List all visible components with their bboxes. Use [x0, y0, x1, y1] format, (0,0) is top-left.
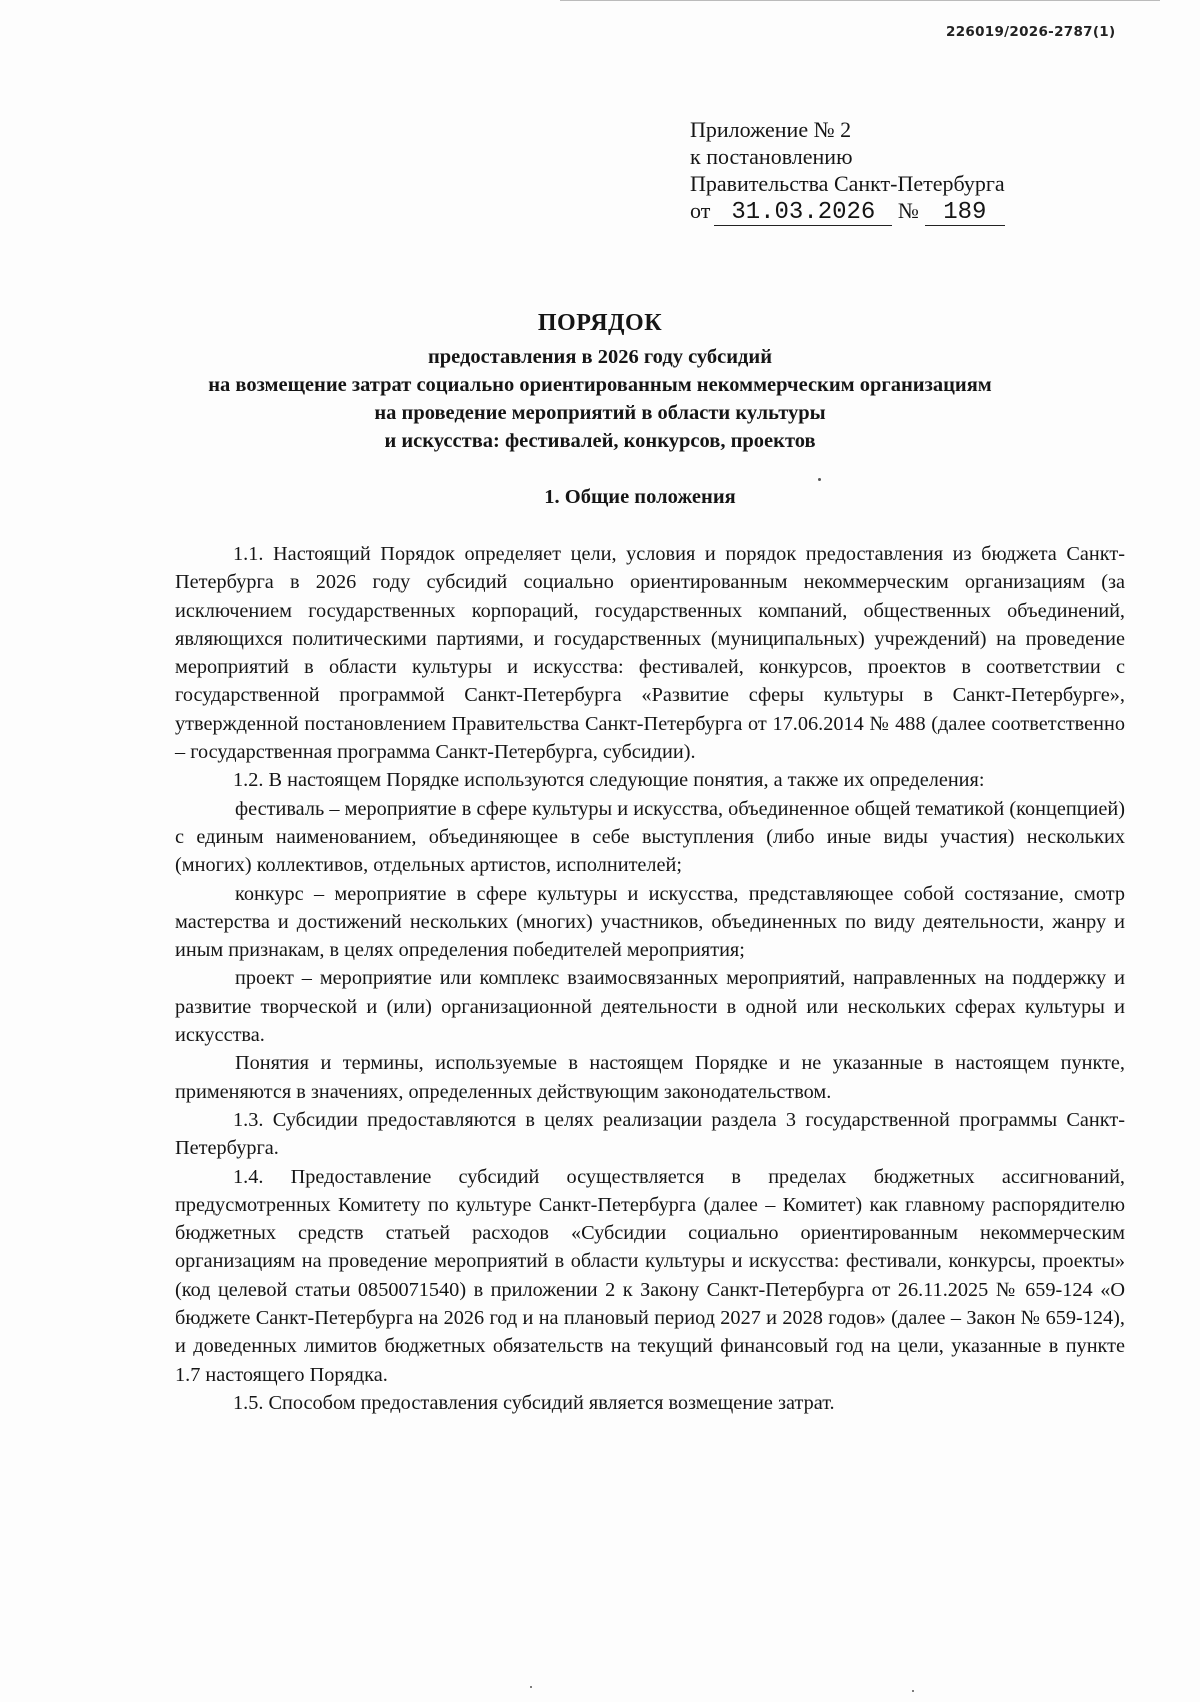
date-prefix: от — [690, 198, 711, 223]
scan-speck — [530, 1686, 532, 1688]
title-line-1: предоставления в 2026 году субсидий — [427, 346, 773, 368]
annex-header — [690, 116, 1005, 226]
document-body — [175, 540, 1125, 1417]
annex-line-3: Правительства Санкт-Петербурга — [690, 171, 1005, 196]
definition-project: проект – мероприятие или комплекс взаимосвязанных мероприятий, направленных на поддержку и развитие творческой и (или) организационной деятельности в одной или нескольких сферах культуры и искусства. — [175, 967, 1125, 1047]
paragraph-1-5: 1.5. Способом предоставления субсидий является возмещение затрат. — [233, 1391, 835, 1414]
definition-festival: фестиваль – мероприятие в сфере культуры и искусства, объединенное общей тематикой (концепцией) с единым наименованием, объединяющее в себе выступления (либо иные виды участия) нескольких (многих) коллективов, отдельных артистов, исполнителей; — [175, 797, 1125, 877]
paragraph-1-4: 1.4. Предоставление субсидий осуществляется в пределах бюджетных ассигнований, предусмотренных Комитету по культуре Санкт-Петербурга (далее – Комитет) как главному распорядителю бюджетных средств статьей расходов «Субсидии социально ориентированным некоммерческим организациям на проведение мероприятий в области культуры и искусства: фестивали, конкурсы, проекты» (код целевой статьи 0850071540) в приложении 2 к Закону Санкт-Петербурга от 26.11.2025 № 659-124 «О бюджете Санкт-Петербурга на 2026 год и на плановый период 2027 и 2028 годов» (далее – Закон № 659-124), и доведенных лимитов бюджетных обязательств на текущий финансовый год на цели, указанные в пункте 1.7 настоящего Порядка. — [175, 1165, 1125, 1386]
annex-line-1: Приложение № 2 — [690, 117, 852, 142]
resolution-number: 189 — [925, 201, 1005, 226]
scan-edge-line — [560, 0, 1160, 1]
paragraph-1-2: 1.2. В настоящем Порядке используются следующие понятия, а также их определения: — [233, 769, 985, 792]
resolution-date: 31.03.2026 — [714, 201, 892, 226]
title-line-4: и искусства: фестивалей, конкурсов, проектов — [384, 430, 816, 452]
section-heading: 1. Общие положения — [544, 486, 736, 508]
title-line-3: на проведение мероприятий в области культуры — [374, 402, 826, 424]
registration-number: 226019/2026-2787(1) — [946, 24, 1116, 40]
document-title: ПОРЯДОК — [537, 310, 663, 336]
scan-speck — [912, 1690, 914, 1692]
paragraph-1-1: 1.1. Настоящий Порядок определяет цели, условия и порядок предоставления из бюджета Санкт-Петербурга в 2026 году субсидий социально ориентированным некоммерческим организациям (за исключением государственных корпораций, государственных компаний, общественных объединений, являющихся политическими партиями, и государственных (муниципальных) учреждений) на проведение мероприятий в области культуры и искусства: фестивалей, конкурсов, проектов в соответствии с государственной программой Санкт-Петербурга «Развитие сферы культуры в Санкт-Петербурге», утвержденной постановлением Правительства Санкт-Петербурга от 17.06.2014 № 488 (далее соответственно – государственная программа Санкт-Петербурга, субсидии). — [175, 543, 1125, 764]
annex-line-2: к постановлению — [690, 144, 853, 169]
definition-contest: конкурс – мероприятие в сфере культуры и искусства, представляющее собой состязание, смотр мастерства и достижений нескольких (многих) участников, объединенных по виду деятельности, жанру и иным признакам, в целях определения победителей мероприятия; — [175, 882, 1125, 962]
annex-date-row — [690, 197, 1005, 226]
number-prefix: № — [897, 198, 919, 223]
paragraph-1-3: 1.3. Субсидии предоставляются в целях реализации раздела 3 государственной программы Санкт-Петербурга. — [175, 1108, 1125, 1160]
paragraph-terms: Понятия и термины, используемые в настоящем Порядке и не указанные в настоящем пункте, применяются в значениях, определенных действующим законодательством. — [175, 1052, 1125, 1103]
scan-speck — [818, 478, 821, 481]
title-line-2: на возмещение затрат социально ориентированным некоммерческим организациям — [208, 374, 992, 396]
